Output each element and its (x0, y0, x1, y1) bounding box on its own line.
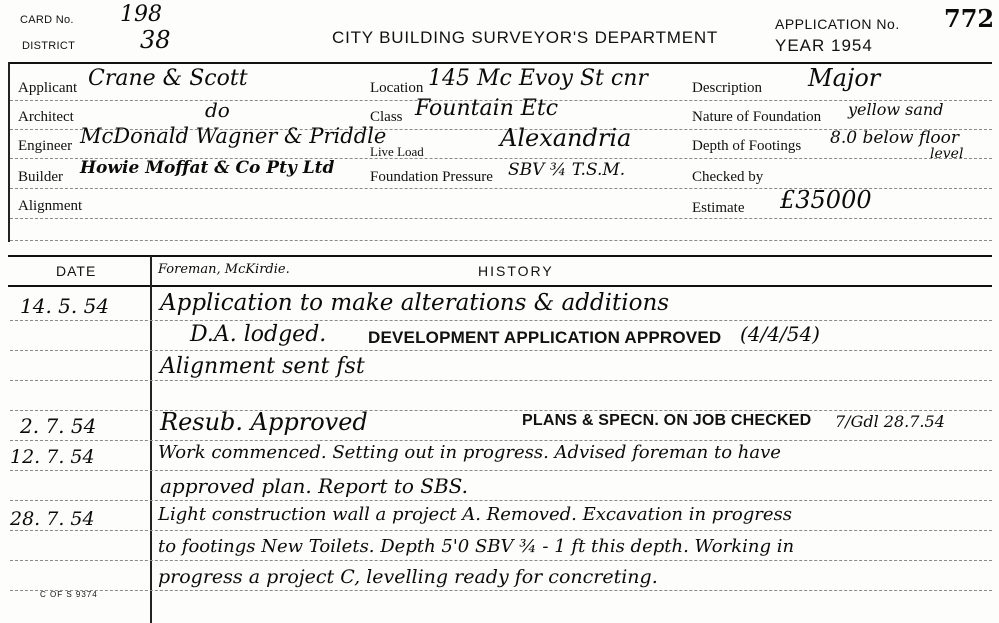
live-load-label: Live Load (370, 144, 424, 159)
district-label: DISTRICT (22, 40, 76, 52)
department-title: CITY BUILDING SURVEYOR'S DEPARTMENT (332, 28, 719, 47)
nature-label: Nature of Foundation (692, 109, 822, 125)
history-top-rule (8, 255, 992, 257)
engineer-label: Engineer (18, 138, 73, 154)
application-no-label: APPLICATION No. (775, 16, 900, 32)
class-value: Fountain Etc (415, 96, 559, 121)
year-label: YEAR 1954 (775, 36, 873, 55)
live-load-value: Alexandria (500, 124, 632, 152)
history-rule (10, 590, 992, 591)
history-date: 12. 7. 54 (10, 446, 95, 468)
card-no-value: 198 (120, 2, 162, 27)
applicant-label: Applicant (18, 80, 78, 96)
approval-stamp: DEVELOPMENT APPLICATION APPROVED (368, 328, 722, 347)
application-no-value: 772 (944, 4, 995, 33)
foreman-note: Foreman, McKirdie. (158, 262, 290, 277)
form-left-rule (8, 62, 10, 242)
builder-value: Howie Moffat & Co Pty Ltd (80, 158, 335, 178)
date-header: DATE (56, 263, 97, 279)
history-rule (10, 380, 992, 381)
field-rule (10, 240, 992, 241)
history-rule (10, 500, 992, 501)
history-header: HISTORY (478, 263, 554, 279)
field-rule (10, 218, 992, 219)
history-rule (10, 560, 992, 561)
builder-label: Builder (18, 169, 63, 185)
depth-label: Depth of Footings (692, 138, 802, 154)
location-label: Location (370, 80, 424, 96)
history-rule (10, 530, 992, 531)
history-entry: D.A. lodged. (190, 322, 327, 347)
architect-label: Architect (18, 109, 74, 125)
history-rule (10, 320, 992, 321)
history-entry: Alignment sent fst (160, 354, 365, 379)
location-value: 145 Mc Evoy St cnr (428, 66, 648, 91)
history-header-rule (8, 285, 992, 287)
applicant-value: Crane & Scott (88, 66, 248, 91)
depth-value-line2: level (930, 146, 964, 162)
alignment-label: Alignment (18, 198, 83, 214)
history-rule (10, 440, 992, 441)
estimate-label: Estimate (692, 200, 745, 216)
form-code: C OF S 9374 (40, 590, 98, 599)
nature-value: yellow sand (848, 100, 944, 119)
history-rule (10, 410, 992, 411)
history-entry: Resub. Approved (160, 408, 368, 436)
description-value: Major (808, 64, 881, 92)
stamp-note: 7/Gdl 28.7.54 (835, 412, 945, 431)
card-no-label: CARD No. (20, 14, 74, 26)
checked-by-label: Checked by (692, 169, 764, 185)
engineer-value: McDonald Wagner & Priddle (80, 124, 387, 148)
history-entry: progress a project C, levelling ready for concreting. (158, 566, 658, 588)
estimate-value: £35000 (780, 186, 872, 214)
history-date: 28. 7. 54 (10, 508, 95, 530)
history-date: 14. 5. 54 (20, 294, 110, 318)
history-entry: Work commenced. Setting out in progress. Advised foreman to have (158, 442, 781, 463)
district-value: 38 (140, 26, 171, 54)
history-date: 2. 7. 54 (20, 414, 97, 438)
class-label: Class (370, 109, 403, 125)
pressure-label: Foundation Pressure (370, 169, 493, 185)
plans-checked-stamp: PLANS & SPECN. ON JOB CHECKED (522, 412, 812, 429)
history-entry: to footings New Toilets. Depth 5'0 SBV ¾ - 1 ft this depth. Working in (158, 536, 795, 557)
history-rule (10, 350, 992, 351)
depth-value: 8.0 below floor (830, 128, 959, 148)
stamp-note: (4/4/54) (740, 322, 820, 346)
history-entry: Light construction wall a project A. Removed. Excavation in progress (158, 504, 793, 525)
history-entry: approved plan. Report to SBS. (160, 474, 469, 498)
architect-value: do (205, 98, 230, 122)
history-rule (10, 470, 992, 471)
history-entry: Application to make alterations & additions (160, 290, 670, 316)
description-label: Description (692, 80, 762, 96)
pressure-value: SBV ¾ T.S.M. (508, 160, 626, 180)
